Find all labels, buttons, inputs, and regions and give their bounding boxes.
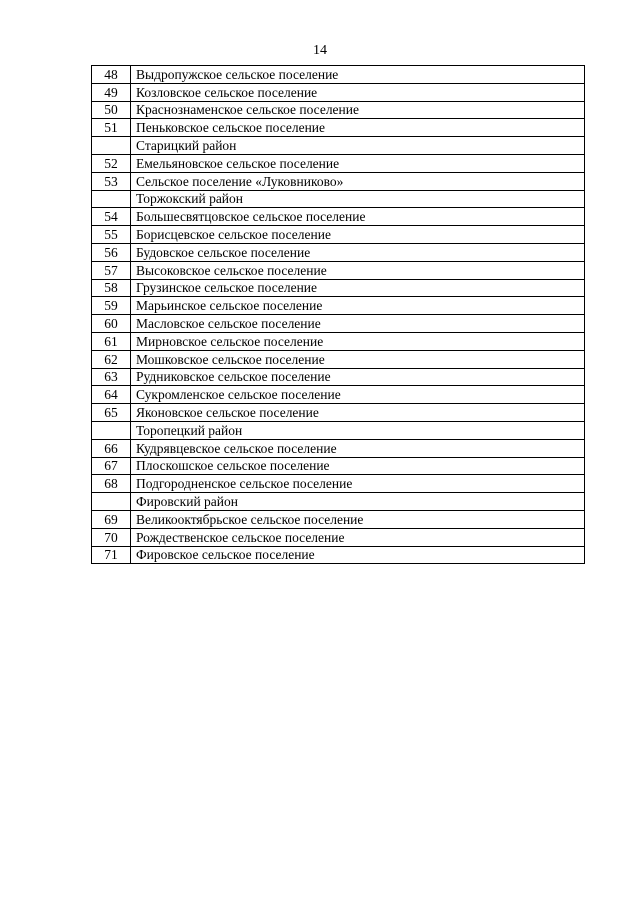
table-row (92, 208, 585, 226)
settlement-name: Мирновское сельское поселение (131, 332, 585, 350)
row-number: 58 (92, 279, 131, 297)
district-header-row (92, 421, 585, 439)
district-name: Старицкий район (131, 137, 585, 155)
settlement-name: Масловское сельское поселение (131, 315, 585, 333)
table-row (92, 83, 585, 101)
settlement-name: Выдропужское сельское поселение (131, 66, 585, 84)
settlement-name: Рудниковское сельское поселение (131, 368, 585, 386)
row-number: 71 (92, 546, 131, 564)
row-number: 54 (92, 208, 131, 226)
settlement-name: Марьинское сельское поселение (131, 297, 585, 315)
settlement-name: Борисцевское сельское поселение (131, 226, 585, 244)
settlement-name: Емельяновское сельское поселение (131, 154, 585, 172)
settlement-name: Яконовское сельское поселение (131, 404, 585, 422)
table-row (92, 279, 585, 297)
settlements-table (91, 65, 585, 564)
row-number: 55 (92, 226, 131, 244)
row-number: 61 (92, 332, 131, 350)
table-row (92, 315, 585, 333)
table-row (92, 226, 585, 244)
district-name: Фировский район (131, 493, 585, 511)
table-row (92, 297, 585, 315)
settlements-table-body (92, 66, 585, 564)
row-number: 49 (92, 83, 131, 101)
settlement-name: Мошковское сельское поселение (131, 350, 585, 368)
settlement-name: Фировское сельское поселение (131, 546, 585, 564)
table-row (92, 172, 585, 190)
row-number: 53 (92, 172, 131, 190)
table-row (92, 510, 585, 528)
settlement-name: Краснознаменское сельское поселение (131, 101, 585, 119)
settlement-name: Будовское сельское поселение (131, 243, 585, 261)
table-row (92, 332, 585, 350)
row-number: 69 (92, 510, 131, 528)
table-row (92, 546, 585, 564)
row-number: 70 (92, 528, 131, 546)
table-row (92, 475, 585, 493)
district-header-row (92, 493, 585, 511)
row-number: 57 (92, 261, 131, 279)
row-number (92, 421, 131, 439)
row-number: 63 (92, 368, 131, 386)
table-row (92, 457, 585, 475)
row-number: 67 (92, 457, 131, 475)
table-row (92, 386, 585, 404)
row-number: 64 (92, 386, 131, 404)
table-row (92, 119, 585, 137)
settlement-name: Козловское сельское поселение (131, 83, 585, 101)
row-number (92, 137, 131, 155)
settlement-name: Подгородненское сельское поселение (131, 475, 585, 493)
row-number: 60 (92, 315, 131, 333)
row-number (92, 493, 131, 511)
page-number: 14 (313, 43, 327, 58)
settlement-name: Сукромленское сельское поселение (131, 386, 585, 404)
district-header-row (92, 190, 585, 208)
settlement-name: Рождественское сельское поселение (131, 528, 585, 546)
settlement-name: Большесвятцовское сельское поселение (131, 208, 585, 226)
settlement-name: Пеньковское сельское поселение (131, 119, 585, 137)
row-number: 51 (92, 119, 131, 137)
row-number: 66 (92, 439, 131, 457)
settlement-name: Великооктябрьское сельское поселение (131, 510, 585, 528)
row-number: 62 (92, 350, 131, 368)
settlement-name: Сельское поселение «Луковниково» (131, 172, 585, 190)
settlement-name: Плоскошское сельское поселение (131, 457, 585, 475)
settlement-name: Грузинское сельское поселение (131, 279, 585, 297)
settlement-name: Кудрявцевское сельское поселение (131, 439, 585, 457)
district-name: Торопецкий район (131, 421, 585, 439)
table-row (92, 404, 585, 422)
row-number: 52 (92, 154, 131, 172)
row-number: 56 (92, 243, 131, 261)
district-name: Торжокский район (131, 190, 585, 208)
row-number: 50 (92, 101, 131, 119)
table-row (92, 350, 585, 368)
table-row (92, 439, 585, 457)
table-row (92, 154, 585, 172)
table-row (92, 101, 585, 119)
row-number: 59 (92, 297, 131, 315)
district-header-row (92, 137, 585, 155)
row-number (92, 190, 131, 208)
row-number: 68 (92, 475, 131, 493)
table-row (92, 66, 585, 84)
settlement-name: Высоковское сельское поселение (131, 261, 585, 279)
row-number: 65 (92, 404, 131, 422)
table-row (92, 261, 585, 279)
table-row (92, 528, 585, 546)
table-row (92, 243, 585, 261)
table-row (92, 368, 585, 386)
row-number: 48 (92, 66, 131, 84)
